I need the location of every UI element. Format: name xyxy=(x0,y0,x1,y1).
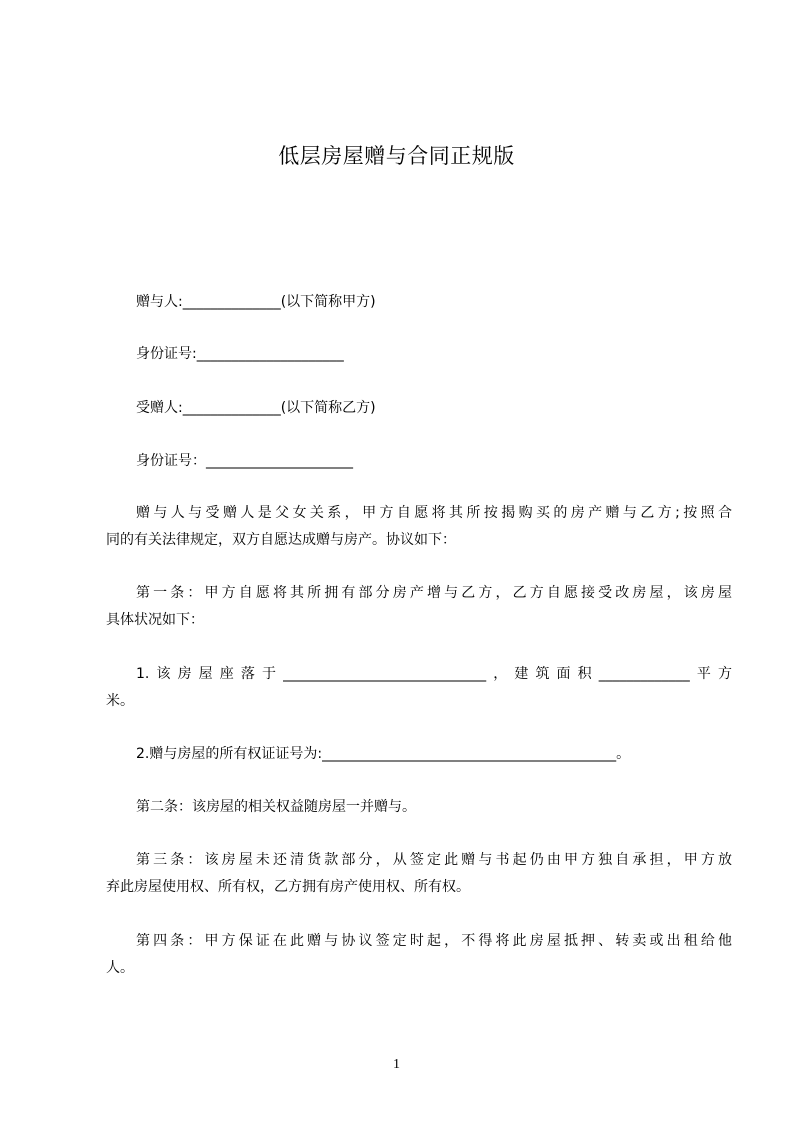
item-1-line-2: 米。 xyxy=(106,693,134,709)
page-number: 1 xyxy=(393,1057,400,1072)
article-4-line-1: 第四条：甲方保证在此赠与协议签定时起，不得将此房屋抵押、转卖或出租给他 xyxy=(136,933,732,949)
donee-field: 受赠人:______________(以下简称乙方) xyxy=(136,400,376,416)
article-3-line-2: 弃此房屋使用权、所有权，乙方拥有房产使用权、所有权。 xyxy=(106,879,470,895)
donor-field: 赠与人:______________(以下简称甲方) xyxy=(136,294,376,310)
donee-id-field: 身份证号：_____________________ xyxy=(136,453,353,469)
document-title: 低层房屋赠与合同正规版 xyxy=(278,144,515,168)
donor-id-field: 身份证号:_____________________ xyxy=(136,346,344,362)
item-1-line-1: 1.该房屋座落于_____________________________，建筑面积_____________平方 xyxy=(136,666,732,682)
article-1-line-1: 第一条：甲方自愿将其所拥有部分房产增与乙方，乙方自愿接受改房屋，该房屋 xyxy=(136,585,732,601)
article-4-line-2: 人。 xyxy=(106,960,134,976)
intro-paragraph-line-1: 赠与人与受赠人是父女关系，甲方自愿将其所按揭购买的房产赠与乙方;按照合 xyxy=(136,505,732,521)
item-2: 2.赠与房屋的所有权证证号为:__________________________________________。 xyxy=(136,746,631,762)
article-3-line-1: 第三条：该房屋未还清货款部分，从签定此赠与书起仍由甲方独自承担，甲方放 xyxy=(136,852,732,868)
intro-paragraph-line-2: 同的有关法律规定，双方自愿达成赠与房产。协议如下： xyxy=(106,532,456,548)
article-1-line-2: 具体状况如下： xyxy=(106,612,204,628)
article-2: 第二条：该房屋的相关权益随房屋一并赠与。 xyxy=(136,799,416,815)
